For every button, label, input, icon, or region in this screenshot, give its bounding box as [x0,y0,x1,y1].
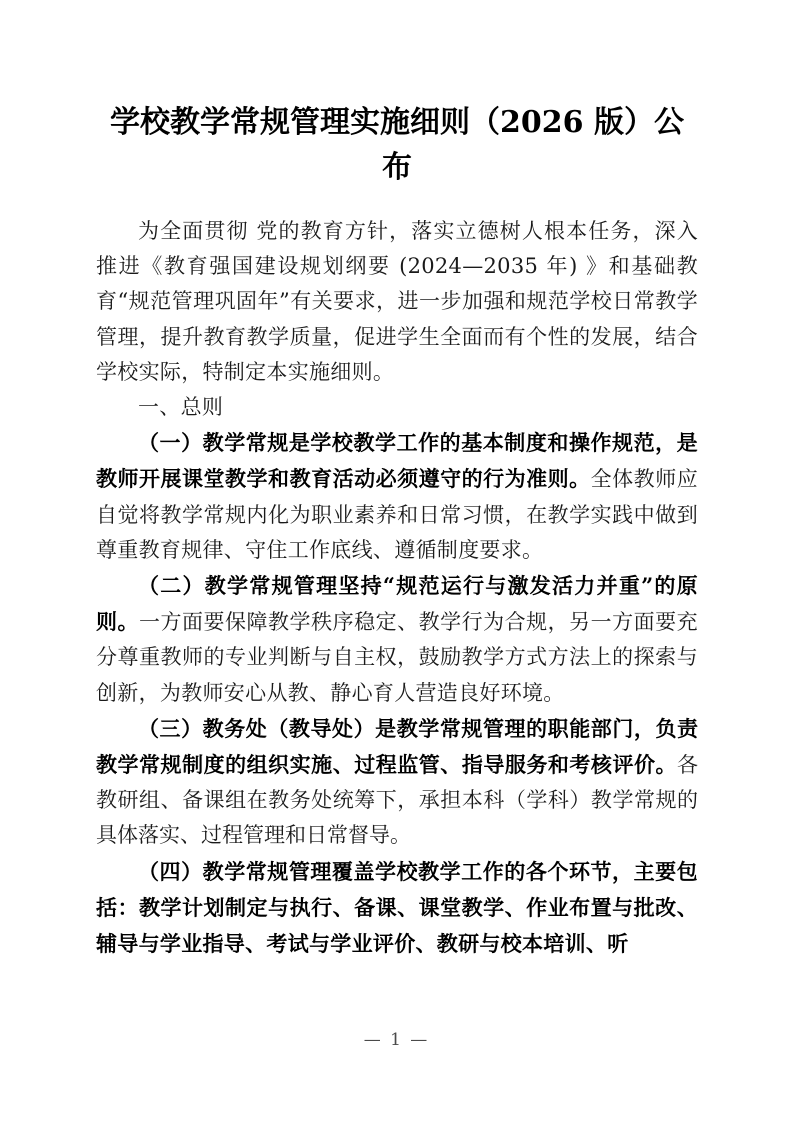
paragraph-item-3 [96,711,698,854]
paragraph-item-4 [96,854,698,963]
paragraph-item-4-bold: （四）教学常规管理覆盖学校教学工作的各个环节，主要包括：教学计划制定与执行、备课、课堂教学、作业布置与批改、辅导与学业指导、考试与学业评价、教研与校本培训、听 [96,858,698,957]
paragraph-item-2-rest: 一方面要保障教学秩序稳定、教学行为合规，另一方面要充分尊重教师的专业判断与自主权，鼓励教学方式方法上的探索与创新，为教师安心从教、静心育人营造良好环境。 [96,610,698,705]
paragraph-item-3-bold: （三）教务处（教导处）是教学常规管理的职能部门，负责教学常规制度的组织实施、过程监管、指导服务和考核评价。 [96,715,698,778]
page-title: 学校教学常规管理实施细则（2026 版）公布 [110,105,684,185]
paragraph-item-1 [96,425,698,568]
paragraph-item-1-bold: （一）教学常规是学校教学工作的基本制度和操作规范，是教师开展课堂教学和教育活动必须遵守的行为准则。 [96,430,698,492]
section-heading-general-principles: 一、总则 [138,395,224,420]
paragraph-item-2 [96,568,698,711]
page-number-footer: — 1 — [363,1030,430,1050]
document-content [96,100,698,962]
paragraph-item-3-rest: 各教研组、备课组在教务处统筹下，承担本科（学科）教学常规的具体落实、过程管理和日常督导。 [96,753,698,848]
paragraph-item-2-bold: （二）教学常规管理坚持“规范运行与激发活力并重”的原则。 [96,573,698,635]
paragraph-preamble: 为全面贯彻 党的教育方针，落实立德树人根本任务，深入推进《教育强国建设规划纲要 (2024—2035 年) 》和基础教育“规范管理巩固年”有关要求，进一步加强和规范学校日常教学管理，提升教育教学质量，促进学生全面而有个性的发展，结合学校实际，特制定本实施细则。 [96,219,698,384]
paragraph-item-1-rest: 全体教师应自觉将教学常规内化为职业素养和日常习惯，在教学实践中做到尊重教育规律、守住工作底线、遵循制度要求。 [96,467,699,562]
